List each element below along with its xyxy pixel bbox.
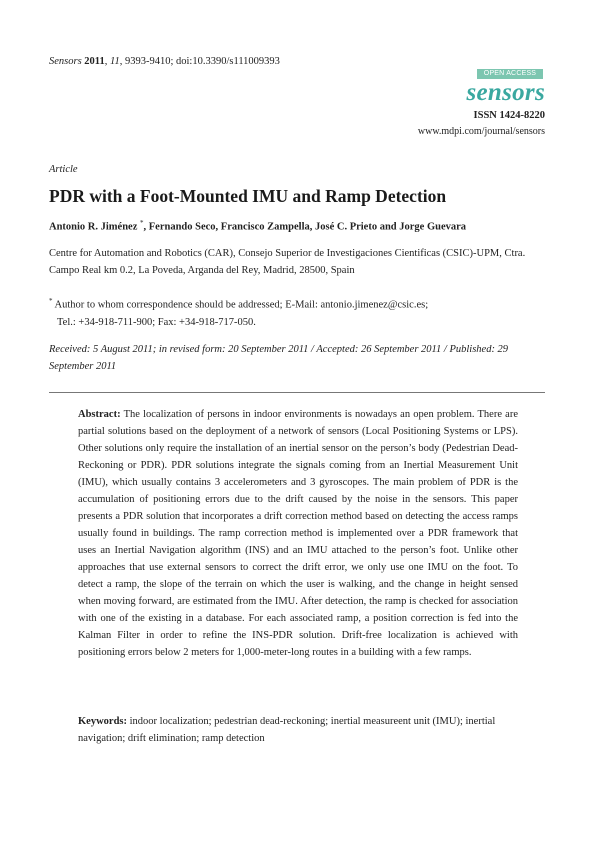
abstract [78, 406, 518, 661]
divider [49, 392, 545, 393]
correspondence-line-1 [49, 293, 549, 314]
keywords-text: indoor localization; pedestrian dead-reckoning; inertial measureent unit (IMU); inertial navigation; drift elimination; ramp detection [78, 716, 496, 744]
journal-name: Sensors [49, 56, 82, 67]
citation-line: Sensors 2011, 11, 9393-9410; doi:10.3390/s111009393 [49, 56, 280, 67]
open-access-badge: OPEN ACCESS [477, 69, 543, 79]
correspondence-email: Author to whom correspondence should be addressed; E-Mail: antonio.jimenez@csic.es; [52, 299, 429, 311]
pages-doi: 9393-9410; doi:10.3390/s111009393 [124, 56, 280, 67]
correspondence [49, 293, 549, 331]
affiliation: Centre for Automation and Robotics (CAR), Consejo Superior de Investigaciones Cientificas (CSIC)-UPM, Ctra. Campo Real km 0.2, La Poveda, Arganda del Rey, Madrid, 28500, Spain [49, 248, 526, 276]
article-type: Article [49, 164, 78, 175]
correspondence-line-2: Tel.: +34-918-711-900; Fax: +34-918-717-050. [57, 316, 256, 328]
corresponding-marker: * [140, 219, 144, 227]
abstract-label: Abstract: [78, 409, 121, 420]
issn: ISSN 1424-8220 [473, 110, 545, 121]
journal-url[interactable]: www.mdpi.com/journal/sensors [417, 126, 545, 137]
abstract-text: The localization of persons in indoor environments is nowadays an open problem. There are partial solutions based on the deployment of a network of sensors (Local Positioning Systems or LPS). Other solutions only require the installation of an inertial sensor on the person’s body (Pedestrian Dead-Reckoning or PDR). PDR solutions integrate the signals coming from an Inertial Measurement Unit (IMU), which usually contains 3 accelerometers and 3 gyroscopes. The main problem of PDR is the accumulation of positioning errors due to the drift caused by the noise in the sensors. This paper presents a PDR solution that incorporates a drift correction method based on detecting the access ramps usually found in buildings. The ramp correction method is implemented over a PDR framework that uses an Inertial Navigation algorithm (INS) and an IMU attached to the person’s foot. Unlike other approaches that use external sensors to correct the drift error, we only use one IMU on the foot. To detect a ramp, the slope of the terrain on which the user is walking, and the change in height sensed when moving forward, are estimated from the IMU. After detection, the ramp is checked for association with one of the existing in a database. For each associated ramp, a position correction is fed into the Kalman Filter in order to refine the INS-PDR solution. Drift-free localization is achieved with positioning errors below 2 meters for 1,000-meter-long routes in a building with a few ramps. [78, 409, 518, 658]
correspondence-marker: * [49, 297, 53, 305]
other-authors: , Fernando Seco, Francisco Zampella, José C. Prieto and Jorge Guevara [143, 221, 467, 233]
keywords [78, 713, 518, 747]
keywords-label: Keywords: [78, 716, 127, 727]
paper-title: PDR with a Foot-Mounted IMU and Ramp Detection [49, 186, 447, 206]
journal-volume: 11 [109, 56, 120, 67]
publication-dates: Received: 5 August 2011; in revised form: 20 September 2011 / Accepted: 26 September 2011 / Published: 29 September 2011 [49, 344, 509, 372]
author-list [49, 219, 466, 233]
journal-logo: sensors [466, 79, 545, 106]
first-author: Antonio R. Jiménez [49, 221, 138, 233]
journal-year: 2011 [84, 56, 105, 67]
